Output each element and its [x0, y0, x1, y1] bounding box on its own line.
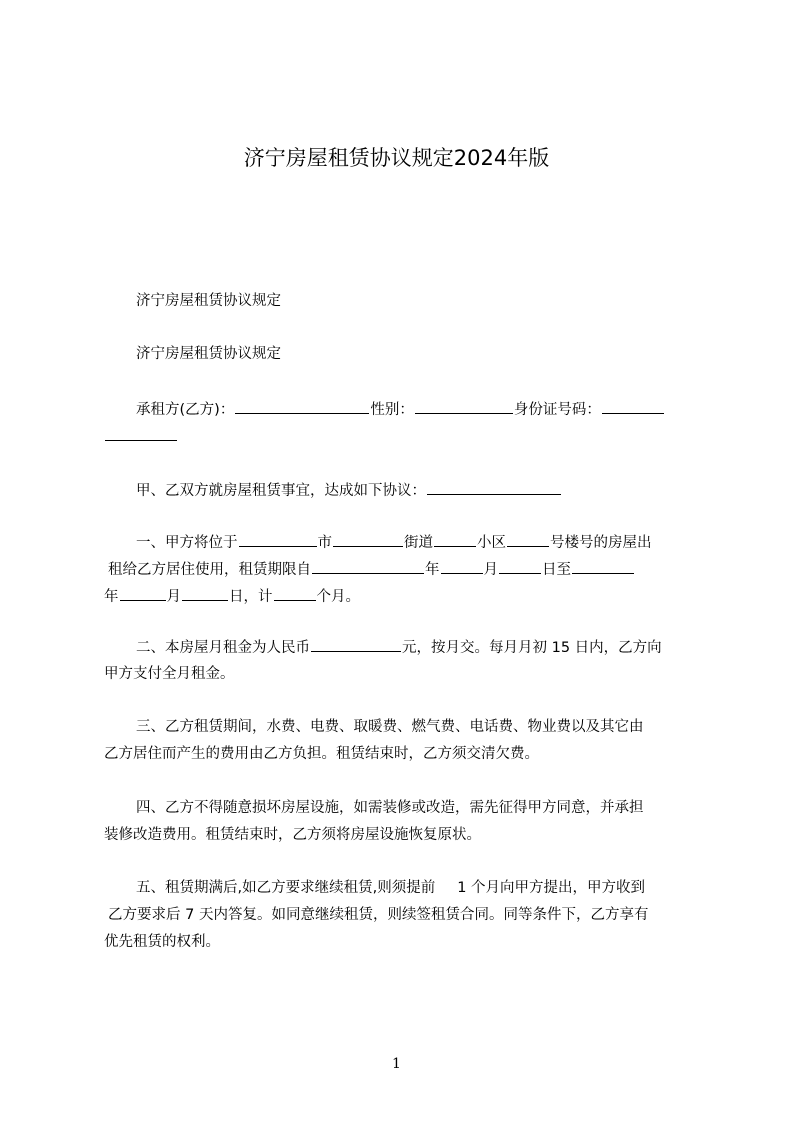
paragraph-clause-3	[104, 714, 700, 768]
clause-5-text-b: 1 个月向甲方提出，甲方收到	[457, 880, 646, 896]
paragraph-clause-2	[104, 634, 700, 688]
tenant-label: 承租方(乙方)：	[136, 402, 235, 418]
start-day-blank	[499, 556, 541, 574]
id-number-blank-cont	[105, 423, 177, 441]
gender-label: 性别：	[370, 402, 414, 418]
page-number: 1	[392, 1056, 401, 1072]
paragraph-clause-1	[104, 529, 700, 610]
clause-1-text-k: 月	[166, 589, 181, 605]
paragraph-agreement	[104, 477, 700, 504]
building-blank	[507, 529, 549, 547]
clause-2-text-a: 二、本房屋月租金为人民币	[136, 640, 310, 656]
clause-1-text-d: 小区	[477, 535, 506, 551]
community-blank	[434, 529, 476, 547]
months-blank	[274, 583, 316, 601]
clause-3-text-a: 三、乙方租赁期间，水费、电费、取暖费、燃气费、电话费、物业费以及其它由	[136, 719, 644, 735]
agreement-text: 甲、乙双方就房屋租赁事宜，达成如下协议：	[136, 483, 426, 499]
clause-4-text-b: 装修改造费用。租赁结束时，乙方须将房屋设施恢复原状。	[104, 827, 481, 843]
city-blank	[239, 529, 317, 547]
end-year-blank	[572, 556, 634, 574]
paragraph-clause-5	[104, 875, 700, 956]
rent-amount-blank	[311, 634, 401, 652]
end-day-blank	[182, 583, 228, 601]
clause-2-text-b: 元，按月交。每月月初 15 日内，乙方向	[402, 640, 662, 656]
clause-1-text-c: 街道	[404, 535, 433, 551]
document-title: 济宁房屋租赁协议规定2024年版	[243, 146, 550, 170]
clause-5-text-a: 五、租赁期满后,如乙方要求继续租赁,则须提前	[136, 880, 436, 896]
street-blank	[333, 529, 403, 547]
id-number-label: 身份证号码：	[513, 402, 601, 418]
clause-1-text-l: 日，计	[229, 589, 273, 605]
start-year-blank	[312, 556, 424, 574]
clause-1-text-j: 年	[104, 589, 119, 605]
clause-1-text-a: 一、甲方将位于	[136, 535, 238, 551]
clause-5-text-d: 优先租赁的权利。	[104, 934, 220, 950]
clause-5-text-c: 乙方要求后 7 天内答复。如同意继续租赁，则续签租赁合同。同等条件下，乙方享有	[108, 907, 649, 923]
gender-blank	[415, 396, 513, 414]
clause-1-text-e: 号楼号的房屋出	[550, 535, 652, 551]
clause-1-text-m: 个月。	[316, 589, 360, 605]
clause-1-text-f: 租给乙方居住使用，租赁期限自	[108, 562, 311, 578]
paragraph-clause-4	[104, 795, 700, 849]
clause-1-text-b: 市	[317, 535, 332, 551]
paragraph-tenant-info	[104, 396, 700, 450]
id-number-blank	[602, 396, 664, 414]
paragraph-heading-1: 济宁房屋租赁协议规定	[136, 293, 281, 309]
end-month-blank	[120, 583, 166, 601]
clause-3-text-b: 乙方居住而产生的费用由乙方负担。租赁结束时，乙方须交清欠费。	[104, 746, 539, 762]
clause-1-text-g: 年	[425, 562, 440, 578]
tenant-name-blank	[235, 396, 369, 414]
clause-1-text-h: 月	[483, 562, 498, 578]
clause-4-text-a: 四、乙方不得随意损坏房屋设施，如需装修或改造，需先征得甲方同意，并承担	[136, 800, 644, 816]
clause-1-text-i: 日至	[542, 562, 571, 578]
clause-2-text-c: 甲方支付全月租金。	[104, 666, 235, 682]
paragraph-heading-2: 济宁房屋租赁协议规定	[136, 346, 281, 362]
agreement-blank	[427, 477, 561, 495]
start-month-blank	[441, 556, 483, 574]
